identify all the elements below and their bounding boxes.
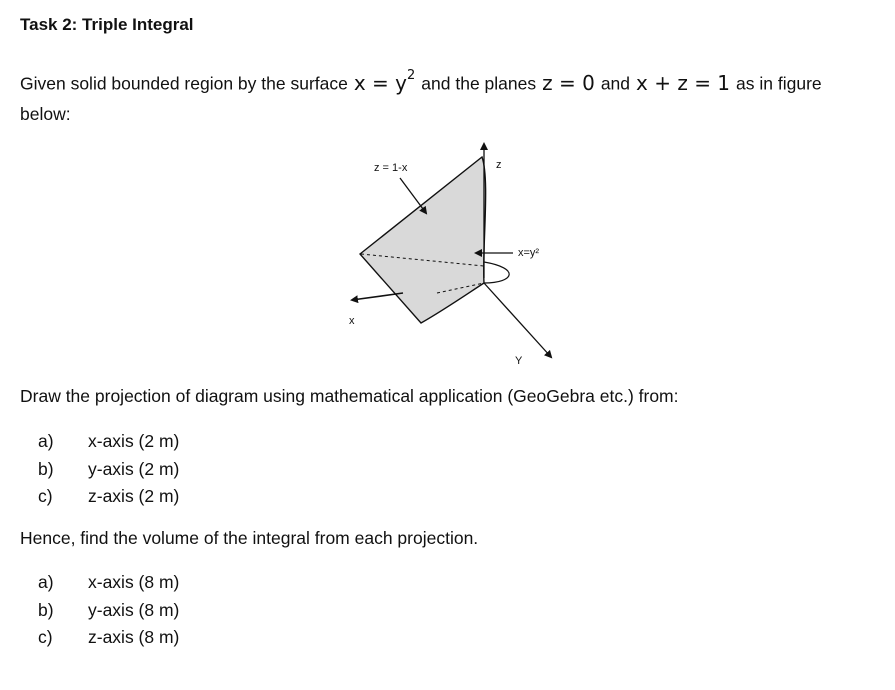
list-item-text: y-axis (2 m): [88, 458, 180, 479]
list-item: [38, 624, 179, 652]
plane-equation-1: z = 0: [542, 70, 595, 95]
intro-text-1: Given solid bounded region by the surface: [20, 73, 348, 94]
volume-instruction: Hence, find the volume of the integral from each projection.: [20, 528, 479, 548]
y-axis-label: Y: [515, 355, 523, 367]
list-item: [38, 483, 179, 511]
x-axis: [352, 293, 403, 300]
plane-label-arrow: [400, 178, 426, 213]
list-marker: c): [38, 486, 53, 506]
projection-list: [38, 428, 179, 511]
list-marker: a): [38, 572, 54, 592]
y-axis: [484, 283, 551, 357]
surface-equation-base: x = y: [353, 70, 408, 95]
surface-equation-exponent: 2: [407, 68, 416, 83]
plane-equation-2: x + z = 1: [636, 70, 731, 95]
list-item: [38, 569, 179, 597]
list-item: [38, 456, 179, 484]
intro-text-4: as in figure: [736, 73, 822, 94]
list-item-text: y-axis (8 m): [88, 599, 180, 620]
list-marker: a): [38, 431, 54, 451]
intro-text-3: and: [600, 73, 631, 94]
x-axis-label: x: [349, 315, 355, 327]
task-title: Task 2: Triple Integral: [20, 15, 194, 34]
list-item: [38, 597, 179, 625]
list-item-text: z-axis (8 m): [88, 627, 180, 647]
plane-label: z = 1-x: [374, 162, 408, 174]
intro-text-2: and the planes: [421, 73, 537, 94]
surface-label: x=y²: [518, 247, 540, 259]
shaded-solid-face: [360, 157, 486, 323]
list-item-text: x-axis (8 m): [88, 572, 180, 592]
parabolic-curve: [484, 262, 509, 283]
projection-instruction: Draw the projection of diagram using mathematical application (GeoGebra etc.) from:: [20, 386, 679, 406]
list-marker: b): [38, 599, 54, 620]
list-marker: b): [38, 458, 54, 479]
list-item-text: x-axis (2 m): [88, 431, 180, 451]
list-item: [38, 428, 179, 456]
z-axis-label: z: [496, 159, 502, 171]
intro-text-5: below:: [20, 103, 71, 124]
list-marker: c): [38, 627, 53, 647]
list-item-text: z-axis (2 m): [88, 486, 180, 506]
volume-list: [38, 569, 179, 652]
